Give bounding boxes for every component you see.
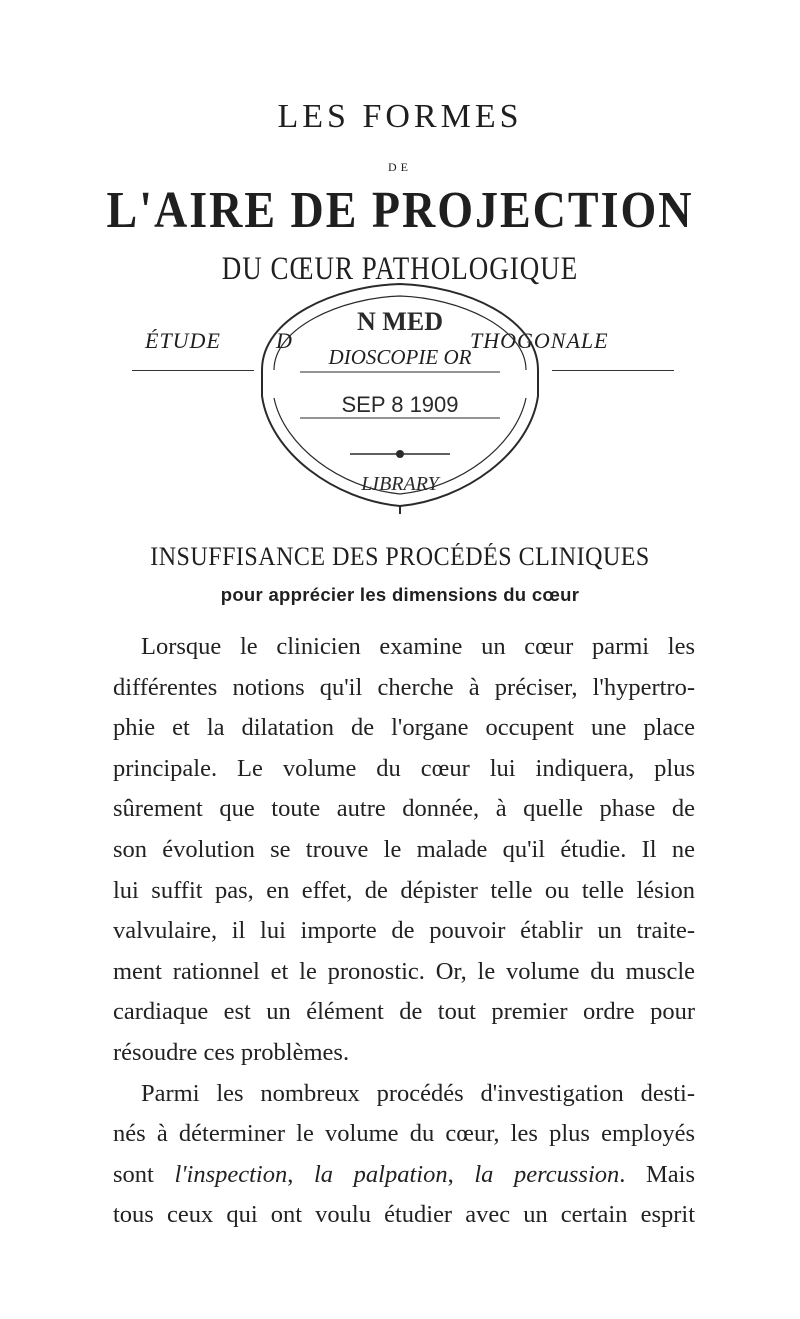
emphasis-inspection: l'inspection — [174, 1160, 288, 1188]
body-line: résoudre ces problèmes. — [113, 1038, 350, 1066]
stamp-top-text: N MED — [357, 307, 443, 336]
text-run: , — [447, 1160, 475, 1188]
body-line: cardiaque est un élément de tout premier ordre pour — [113, 998, 695, 1026]
title-de: DE — [388, 160, 412, 174]
title-coeur-pathologique: DU CŒUR PATHOLOGIQUE — [221, 250, 579, 286]
body-line: phie et la dilatation de l'organe occupent une place — [113, 714, 695, 742]
body-line: Lorsque le clinicien examine un cœur parmi les — [141, 633, 695, 660]
body-text — [113, 627, 695, 1236]
body-line: valvulaire, il lui importe de pouvoir établir un traite- — [113, 917, 695, 945]
title-aire-de-projection: L'AIRE DE PROJECTION — [106, 181, 694, 239]
body-line: différentes notions qu'il cherche à préciser, l'hypertro- — [113, 673, 695, 701]
body-line: lui suffit pas, en effet, de dépister telle ou telle lésion — [113, 876, 695, 904]
title-les-formes: LES FORMES — [277, 98, 523, 135]
text-run: sont — [113, 1160, 175, 1188]
stamp-bottom-text: LIBRARY — [361, 473, 439, 495]
rule-right — [552, 370, 674, 371]
body-line: ment rationnel et le pronostic. Or, le volume du muscle — [113, 957, 695, 985]
subtitle-right: THOGONALE — [470, 328, 609, 353]
text-run: , — [287, 1160, 314, 1188]
body-line: nés à déterminer le volume du cœur, les plus employés — [113, 1120, 695, 1148]
library-stamp — [240, 278, 560, 514]
emphasis-palpation: la palpation — [313, 1160, 448, 1188]
text-run: . Mais — [619, 1160, 696, 1188]
body-line: tous ceux qui ont voulu étudier avec un certain esprit — [113, 1201, 695, 1229]
stamp-date: SEP 8 1909 — [341, 392, 459, 417]
body-line: son évolution se trouve le malade qu'il étudie. Il ne — [113, 835, 695, 863]
section-subheading: pour apprécier les dimensions du cœur — [220, 584, 580, 605]
body-line: sûrement que toute autre donnée, à quelle phase de — [113, 795, 695, 823]
body-line: Parmi les nombreux procédés d'investigation desti- — [141, 1079, 695, 1107]
rule-left — [132, 370, 254, 371]
subtitle-left: ÉTUDE — [145, 328, 221, 353]
stamp-inner-text: DIOSCOPIE OR — [328, 345, 472, 369]
section-heading: INSUFFISANCE DES PROCÉDÉS CLINIQUES — [150, 543, 650, 572]
body-line — [113, 1155, 695, 1196]
subtitle-mid: D — [276, 328, 293, 353]
body-line: principale. Le volume du cœur lui indiquera, plus — [113, 754, 695, 782]
emphasis-percussion: la percussion — [474, 1160, 620, 1188]
